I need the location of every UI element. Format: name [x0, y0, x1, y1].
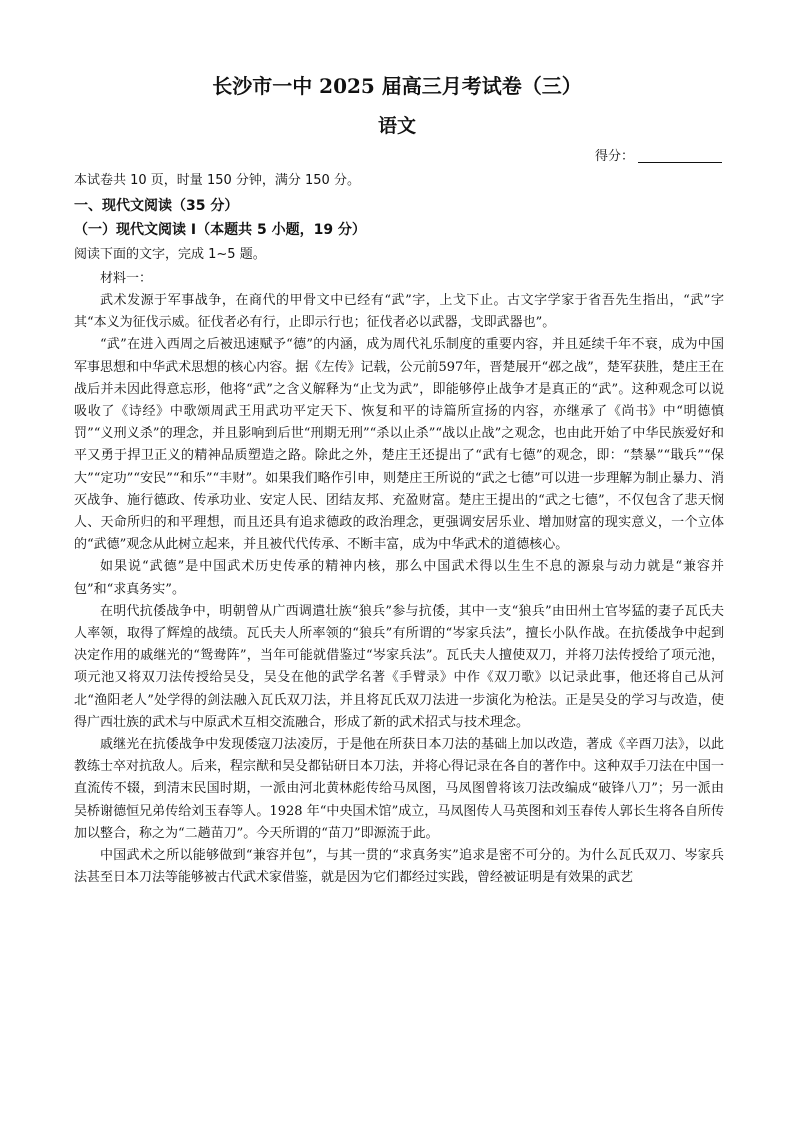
- reading-instruction: 阅读下面的文字，完成 1~5 题。: [74, 247, 266, 262]
- score-label: 得分：: [595, 149, 635, 164]
- paragraph: 在明代抗倭战争中，明朝曾从广西调遣壮族“狼兵”参与抗倭，其中一支“狼兵”由田州土官岑猛的妻子瓦氏夫人率领，取得了辉煌的战绩。瓦氏夫人所率领的“狼兵”有所谓的“岑家兵法”，擅长小队作战。在抗倭战争中起到决定作用的戚继光的“鸳鸯阵”，当年可能就借鉴过“岑家兵法”。瓦氏夫人擅使双刀，并将刀法传授给了项元池，项元池又将双刀法传授给吴殳，吴殳在他的武学名著《手臂录》中作《双刀歌》以记录此事，他还将自己从河北“渔阳老人”处学得的剑法融入瓦氏双刀法，并且将瓦氏双刀法进一步演化为枪法。正是吴殳的学习与改造，使得广西壮族的武术与中原武术互相交流融合，形成了新的武术招式与技术理念。: [74, 603, 724, 730]
- paragraph: 戚继光在抗倭战争中发现倭寇刀法凌厉，于是他在所获日本刀法的基础上加以改造，著成《辛酉刀法》，以此教练士卒对抗敌人。后来，程宗猷和吴殳都钻研日本刀法，并将心得记录在各自的著作中。这种双手刀法在中国一直流传不辍，到清末民国时期，一派由河北黄林彪传给马凤图，马凤图曾将该刀法改编成“破锋八刀”；另一派由吴桥谢德恒兄弟传给刘玉春等人。1928 年“中央国术馆”成立，马凤图传人马英图和刘玉春传人郭长生将各自所传加以整合，称之为“二趟苗刀”。今天所谓的“苗刀”即源流于此。: [74, 737, 725, 841]
- passage-body: [74, 268, 724, 889]
- subsection-heading: （一）现代文阅读 Ⅰ（本题共 5 小题，19 分）: [74, 222, 366, 238]
- score-field: [595, 148, 722, 166]
- paragraph: 中国武术之所以能够做到“兼容并包”，与其一贯的“求真务实”追求是密不可分的。为什么瓦氏双刀、岑家兵法甚至日本刀法等能够被古代武术家借鉴，就是因为它们都经过实践，曾经被证明是有效果的武艺: [74, 848, 724, 886]
- material-label: 材料一：: [100, 271, 153, 286]
- subject-title: 语文: [377, 115, 416, 137]
- paragraph: 如果说“武德”是中国武术历史传承的精神内核，那么中国武术得以生生不息的源泉与动力就是“兼容并包”和“求真务实”。: [74, 559, 724, 597]
- paragraph: “武”在进入西周之后被迅速赋予“德”的内涵，成为周代礼乐制度的重要内容，并且延续千年不衰，成为中国军事思想和中华武术思想的核心内容。据《左传》记载，公元前597年，晋楚展开“邲之战”，楚军获胜，楚庄王在战后并未因此得意忘形，他将“武”之含义解释为“止戈为武”，即能够停止战争才是真正的“武”。这种观念可以说吸收了《诗经》中歌颂周武王用武功平定天下、恢复和平的诗篇所宣扬的内容，亦继承了《尚书》中“明德慎罚”“义刑义杀”的理念，并且影响到后世“刑期无刑”“杀以止杀”“战以止战”之观念，也由此开始了中华民族爱好和平又勇于捍卫正义的精神品质塑造之路。除此之外，楚庄王还提出了“武有七德”的观念，即：“禁暴”“戢兵”“保大”“定功”“安民”“和乐”“丰财”。如果我们略作引申，则楚庄王所说的“武之七德”可以进一步理解为制止暴力、消灭战争、施行德政、传承功业、安定人民、团结友邦、充盈财富。楚庄王提出的“武之七德”，不仅包含了悲天悯人、天命所归的和平理想，而且还具有追求德政的政治理念，更强调安居乐业、增加财富的现实意义，一个立体的“武德”观念从此树立起来，并且被代代传承、不断丰富，成为中华武术的道德核心。: [74, 337, 724, 553]
- paragraph: 武术发源于军事战争，在商代的甲骨文中已经有“武”字，上戈下止。古文字学家于省吾先生指出，“武”字其“本义为征伐示威。征伐者必有行，止即示行也；征伐者必以武器，戈即武器也”。: [74, 293, 724, 331]
- score-blank: [638, 148, 722, 163]
- section-heading: 一、现代文阅读（35 分）: [74, 198, 239, 214]
- exam-info: 本试卷共 10 页，时量 150 分钟，满分 150 分。: [74, 173, 360, 188]
- exam-title: 长沙市一中 2025 届高三月考试卷（三）: [212, 74, 582, 98]
